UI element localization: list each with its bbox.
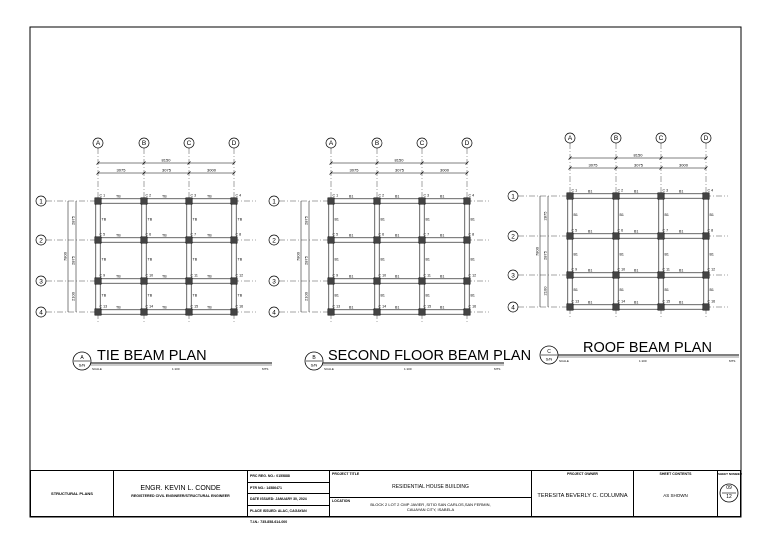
reg-line: PTR NO.: 14586471 [248, 483, 329, 495]
beam-label: TB [116, 194, 121, 199]
column-label: C 9 [99, 273, 106, 278]
contents-value: AS SHOWN [663, 493, 688, 498]
column [186, 198, 192, 204]
beam-label: TB [237, 217, 243, 222]
column [95, 309, 101, 315]
beam-label: B1 [634, 189, 639, 194]
column-label: C 9 [571, 267, 578, 272]
column [658, 193, 664, 199]
column-label: C 8 [468, 232, 475, 237]
column-label: C 1 [332, 193, 339, 198]
scale-unit: MTS [262, 367, 269, 371]
grid-letter: D [703, 135, 709, 143]
column [328, 278, 334, 284]
sheet-category-cell [31, 471, 114, 516]
reg-line: PLACE ISSUED: ALAC, CAGAYAN [248, 506, 329, 518]
beam-label: B1 [380, 257, 385, 262]
engineer-role: REGISTERED CIVIL ENGINEER/STRUCTURAL ENGINEER [131, 494, 230, 498]
beam-label: B1 [634, 300, 639, 305]
column-label: C 13 [99, 304, 108, 309]
beam-label: TB [101, 257, 107, 262]
column [703, 272, 709, 278]
dimension-text: 3075 [634, 162, 643, 168]
column-label: C 7 [190, 232, 197, 237]
grid-letter: C [419, 140, 425, 148]
scale-label: SCALE [559, 359, 569, 363]
beam-horizontal [331, 238, 467, 242]
scale-unit: MTS [729, 359, 736, 363]
column-label: C 4 [468, 193, 475, 198]
reg-line: T.I.N.: 735-858-614-000 [250, 520, 288, 524]
grid-number: 3 [511, 272, 515, 280]
beam-plan-1 [36, 138, 272, 371]
scale-value: 1:100 [639, 359, 647, 363]
beam-label: TB [162, 274, 167, 279]
beam-label: B1 [664, 252, 669, 257]
grid-number: 3 [39, 278, 43, 286]
beam-label: B1 [425, 257, 430, 262]
beam-label: B1 [634, 229, 639, 234]
beam-label: TB [192, 293, 198, 298]
beam-label: B1 [664, 213, 669, 217]
beam-label: B1 [425, 293, 430, 298]
column [141, 237, 147, 243]
column-label: C 10 [145, 273, 154, 278]
column [328, 198, 334, 204]
column [703, 233, 709, 239]
beam-label: B1 [619, 288, 624, 292]
beam-label: TB [101, 217, 107, 222]
scale-label: SCALE [92, 367, 102, 371]
title-block [30, 470, 743, 524]
beam-label: B1 [380, 293, 385, 298]
column-label: C 5 [99, 232, 106, 237]
dimension-text: 2100 [303, 292, 309, 301]
plan-title: TIE BEAM PLAN [97, 348, 207, 364]
beam-label: B1 [679, 189, 684, 194]
beam-label: TB [192, 257, 198, 262]
scale-value: 1:100 [404, 367, 412, 371]
column-label: C 16 [468, 304, 477, 309]
column [567, 272, 573, 278]
beam-label: TB [116, 233, 121, 238]
beam-vertical [465, 201, 469, 312]
column [613, 233, 619, 239]
grid-number: 4 [511, 304, 515, 312]
dimension-text: 8150 [394, 157, 404, 163]
dimension-text: 2875 [303, 256, 309, 265]
grid-letter: A [567, 135, 573, 143]
reg-line: PRC REG. NO.: 0155888 [248, 471, 329, 483]
beam-horizontal [570, 273, 706, 277]
beam-label: B1 [349, 233, 354, 238]
column [703, 304, 709, 310]
grid-number: 1 [272, 198, 276, 206]
scale-label: SCALE [324, 367, 334, 371]
beam-vertical [232, 201, 236, 312]
beam-label: B1 [440, 274, 445, 279]
column-label: C 15 [190, 304, 199, 309]
beam-label: TB [147, 217, 153, 222]
beam-label: B1 [709, 288, 714, 292]
dimension-text: 2875 [70, 256, 76, 265]
contents-label: SHEET CONTENTS [659, 472, 692, 476]
dimension-text: 2875 [70, 216, 76, 225]
beam-label: B1 [470, 257, 475, 262]
column [231, 237, 237, 243]
column-label: C 8 [707, 228, 714, 233]
dimension-text: 3075 [116, 167, 126, 173]
column [231, 278, 237, 284]
column-label: C 11 [662, 267, 670, 272]
column-label: C 4 [707, 188, 714, 193]
dimension-text: 3075 [349, 167, 359, 173]
section-letter: C [547, 349, 551, 356]
beam-horizontal [331, 310, 467, 314]
beam-label: B1 [470, 293, 475, 298]
column [95, 278, 101, 284]
column-label: C 3 [423, 193, 430, 198]
beam-label: B1 [573, 288, 578, 292]
location-line: CAUAYAN CITY, ISABELA [406, 507, 455, 512]
column [186, 237, 192, 243]
beam-vertical [375, 201, 379, 312]
column [464, 237, 470, 243]
beam-label: TB [237, 257, 243, 262]
column [328, 309, 334, 315]
dimension-text: 3075 [395, 167, 404, 173]
column-label: C 4 [235, 193, 242, 198]
section-letter: A [80, 355, 84, 362]
beam-label: TB [207, 305, 212, 310]
beam-plan-2 [269, 138, 531, 371]
scale-unit: MTS [494, 367, 501, 371]
beam-label: B1 [425, 217, 430, 222]
column [419, 198, 425, 204]
beam-label: B1 [349, 305, 354, 310]
beam-label: B1 [380, 217, 385, 222]
location-text [330, 502, 531, 512]
column [374, 309, 380, 315]
column-label: C 3 [190, 193, 197, 198]
dimension-text: 2875 [542, 211, 548, 221]
owner-cell [532, 471, 634, 516]
beam-label: B1 [588, 300, 593, 305]
column [658, 233, 664, 239]
dimension-text: 3075 [588, 162, 598, 168]
beam-horizontal [570, 305, 706, 309]
location-line: BLOCK 2 LOT 2 CMP JAVIER ,SITIO SAN CARLOS,SAN FERMIN, [370, 502, 491, 507]
grid-number: 2 [272, 237, 276, 245]
column [186, 309, 192, 315]
project-title-cell [330, 471, 531, 498]
beam-label: B1 [679, 229, 684, 234]
dimension-text: 7800 [534, 247, 540, 256]
column [374, 237, 380, 243]
column [328, 237, 334, 243]
grid-number: 1 [39, 198, 43, 206]
dimension-text: 8150 [633, 152, 643, 158]
column-label: C 11 [423, 273, 431, 278]
column-label: C 7 [423, 232, 430, 237]
sheet-total: 12 [726, 494, 732, 500]
column-label: C 5 [571, 228, 578, 233]
column-label: C 16 [235, 304, 244, 309]
column-label: C 2 [145, 193, 152, 198]
dimension-text: 2100 [70, 292, 76, 301]
beam-horizontal [331, 199, 467, 203]
contents-cell [634, 471, 718, 516]
beam-horizontal [98, 238, 234, 242]
dimension-text: 7800 [62, 252, 68, 261]
beam-vertical [187, 201, 191, 312]
column-label: C 1 [99, 193, 106, 198]
grid-letter: C [658, 135, 664, 143]
beam-label: B1 [334, 257, 339, 262]
column-label: C 13 [571, 299, 580, 304]
beam-label: B1 [573, 252, 578, 257]
grid-number: 3 [272, 278, 276, 286]
column-label: C 10 [617, 267, 626, 272]
column-label: C 14 [145, 304, 154, 309]
beam-vertical [568, 196, 572, 307]
column [567, 193, 573, 199]
column [658, 304, 664, 310]
owner-label: PROJECT OWNER [567, 472, 598, 476]
beam-label: B1 [588, 229, 593, 234]
grid-number: 4 [272, 309, 276, 317]
scale-value: 1:100 [172, 367, 180, 371]
reg-line: DATE ISSUED: JANUARY 30, 2024 [248, 494, 329, 506]
beam-label: B1 [619, 252, 624, 257]
beam-vertical [659, 196, 663, 307]
dimension-text: 8150 [161, 157, 171, 163]
beam-label: B1 [709, 213, 714, 217]
column [464, 309, 470, 315]
column [658, 272, 664, 278]
beam-label: B1 [349, 274, 354, 279]
section-sheet: S/N [545, 356, 553, 362]
column-label: C 10 [378, 273, 387, 278]
engineer-cell [114, 471, 248, 516]
location-cell [330, 498, 531, 518]
column-label: C 1 [571, 188, 578, 193]
column-label: C 5 [332, 232, 339, 237]
grid-letter: D [231, 140, 237, 148]
column-label: C 8 [235, 232, 242, 237]
dimension-text: 2100 [542, 286, 548, 296]
beam-vertical [142, 201, 146, 312]
beam-horizontal [570, 194, 706, 198]
column-label: C 6 [378, 232, 385, 237]
beam-label: TB [147, 257, 153, 262]
column [231, 198, 237, 204]
column-label: C 15 [423, 304, 432, 309]
beam-label: B1 [664, 288, 669, 292]
project-title-label: PROJECT TITLE [332, 472, 360, 476]
column-label: C 14 [617, 299, 626, 304]
column-label: C 16 [707, 299, 716, 304]
sheet-number-cell [718, 471, 743, 516]
beam-label: TB [207, 233, 212, 238]
column-label: C 15 [662, 299, 671, 304]
beam-label: B1 [395, 305, 400, 310]
beam-label: TB [237, 293, 243, 298]
beam-label: TB [162, 305, 167, 310]
column-label: C 3 [662, 188, 669, 193]
beam-horizontal [570, 234, 706, 238]
column [613, 304, 619, 310]
section-sheet: S/N [310, 362, 318, 368]
dimension-text: 7800 [295, 252, 301, 261]
grid-letter: B [374, 140, 380, 148]
beam-plan-3 [508, 133, 739, 364]
column [141, 309, 147, 315]
location-label: LOCATION [332, 499, 351, 503]
project-title: RESIDENTIAL HOUSE BUILDING [392, 484, 469, 490]
column-label: C 12 [707, 267, 716, 272]
grid-number: 2 [39, 237, 43, 245]
column-label: C 11 [190, 273, 198, 278]
plans-layer [36, 133, 739, 371]
column [613, 193, 619, 199]
column-label: C 6 [145, 232, 152, 237]
grid-letter: A [328, 140, 334, 148]
column-label: C 6 [617, 228, 624, 233]
beam-label: TB [207, 274, 212, 279]
beam-label: TB [101, 293, 107, 298]
column [95, 198, 101, 204]
beam-vertical [614, 196, 618, 307]
grid-letter: A [95, 140, 101, 148]
grid-number: 2 [511, 233, 515, 241]
beam-label: TB [207, 194, 212, 199]
beam-label: TB [192, 217, 198, 222]
beam-label: B1 [440, 194, 445, 199]
beam-label: B1 [573, 213, 578, 217]
owner-name: TERESITA BEVERLY C. COLUMNA [537, 493, 628, 499]
grid-letter: C [186, 140, 192, 148]
column [419, 309, 425, 315]
sheet-category: STRUCTURAL PLANS [51, 491, 93, 496]
beam-horizontal [98, 310, 234, 314]
column [141, 198, 147, 204]
dimension-text: 2875 [303, 216, 309, 225]
beam-vertical [420, 201, 424, 312]
beam-vertical [96, 201, 100, 312]
beam-label: B1 [440, 305, 445, 310]
beam-label: B1 [679, 300, 684, 305]
engineer-name: ENGR. KEVIN L. CONDE [140, 485, 221, 492]
beam-label: TB [162, 233, 167, 238]
grid-number: 4 [39, 309, 43, 317]
dimension-text: 2875 [542, 251, 548, 260]
dimension-text: 3000 [207, 167, 216, 173]
sheet-number-label: SHEET NUMBER [718, 472, 743, 476]
plan-title: SECOND FLOOR BEAM PLAN [328, 348, 532, 364]
beam-label: B1 [395, 274, 400, 279]
column-label: C 7 [662, 228, 669, 233]
column [419, 278, 425, 284]
grid-letter: B [141, 140, 147, 148]
column-label: C 2 [617, 188, 624, 193]
beam-label: B1 [470, 217, 475, 222]
column [567, 304, 573, 310]
column-label: C 13 [332, 304, 341, 309]
beam-label: B1 [349, 194, 354, 199]
beam-vertical [329, 201, 333, 312]
column-label: C 12 [468, 273, 477, 278]
column [374, 278, 380, 284]
column-label: C 12 [235, 273, 244, 278]
beam-label: TB [162, 194, 167, 199]
dimension-text: 3000 [440, 167, 449, 173]
column [419, 237, 425, 243]
column [464, 278, 470, 284]
column [613, 272, 619, 278]
beam-horizontal [98, 279, 234, 283]
beam-label: B1 [395, 194, 400, 199]
beam-label: B1 [440, 233, 445, 238]
beam-vertical [704, 196, 708, 307]
column-label: C 2 [378, 193, 385, 198]
beam-label: B1 [395, 233, 400, 238]
beam-horizontal [331, 279, 467, 283]
grid-letter: D [464, 140, 470, 148]
beam-label: B1 [334, 217, 339, 222]
column [374, 198, 380, 204]
grid-letter: B [613, 135, 619, 143]
sheet-number: 09 [726, 485, 732, 491]
section-sheet: S/N [78, 362, 86, 368]
column [567, 233, 573, 239]
beam-label: B1 [588, 189, 593, 194]
column [703, 193, 709, 199]
beam-horizontal [98, 199, 234, 203]
column [141, 278, 147, 284]
column [186, 278, 192, 284]
beam-label: TB [147, 293, 153, 298]
registration-cell [248, 471, 330, 524]
beam-label: B1 [709, 252, 714, 257]
column [231, 309, 237, 315]
beam-label: B1 [634, 268, 639, 273]
column [95, 237, 101, 243]
dimension-text: 3075 [162, 167, 171, 173]
section-letter: B [312, 355, 316, 362]
beam-label: B1 [588, 268, 593, 273]
beam-label: B1 [679, 268, 684, 273]
project-cell [330, 471, 532, 516]
column-label: C 9 [332, 273, 339, 278]
dimension-text: 3000 [679, 162, 688, 168]
column-label: C 14 [378, 304, 387, 309]
beam-label: B1 [619, 213, 624, 217]
beam-label: TB [116, 305, 121, 310]
column [464, 198, 470, 204]
plan-title: ROOF BEAM PLAN [583, 340, 712, 356]
grid-number: 1 [511, 193, 515, 201]
beam-label: B1 [334, 293, 339, 298]
beam-label: TB [116, 274, 121, 279]
